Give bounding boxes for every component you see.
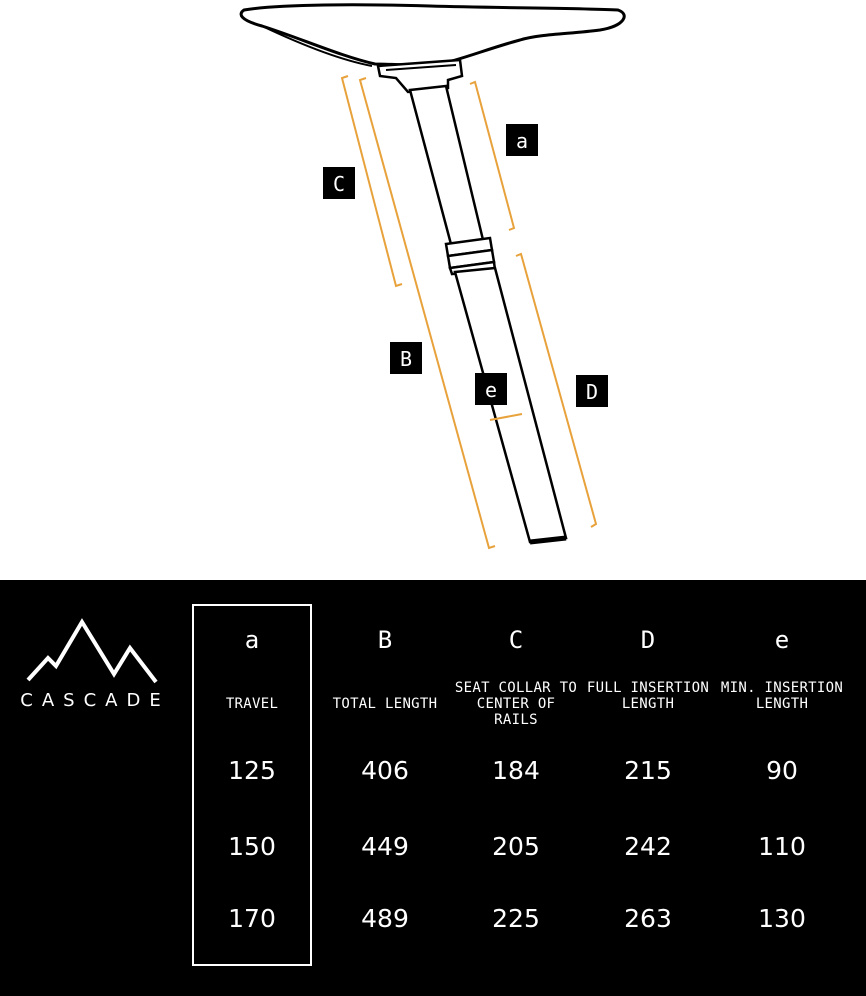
column-value: 150 <box>228 832 276 861</box>
spec-column-b <box>320 580 450 996</box>
spec-column-d <box>583 580 713 996</box>
column-value: 205 <box>492 832 540 861</box>
column-value: 130 <box>758 904 806 933</box>
column-description: TOTAL LENGTH <box>332 696 438 712</box>
column-value: 90 <box>766 756 798 785</box>
column-value: 184 <box>492 756 540 785</box>
column-letter: C <box>508 626 524 654</box>
column-letter: e <box>774 626 790 654</box>
seatpost-lower-tube <box>455 268 566 542</box>
spec-column-c <box>451 580 581 996</box>
column-value: 242 <box>624 832 672 861</box>
brand-name: CASCADE <box>20 690 170 711</box>
column-letter: a <box>244 626 260 654</box>
label-a-text: a <box>515 129 529 153</box>
label-e <box>475 373 507 405</box>
column-description: TRAVEL <box>225 696 279 712</box>
label-a <box>506 124 538 156</box>
column-value: 225 <box>492 904 540 933</box>
mountain-logo-icon <box>26 614 160 686</box>
saddle-outline <box>241 5 624 65</box>
label-b-text: B <box>399 347 413 371</box>
label-d-text: D <box>585 380 599 404</box>
label-e-text: e <box>484 378 498 402</box>
label-b <box>390 342 422 374</box>
column-description: FULL INSERTION LENGTH <box>586 680 710 712</box>
label-c <box>323 167 355 199</box>
column-value: 110 <box>758 832 806 861</box>
column-value: 489 <box>361 904 409 933</box>
column-value: 406 <box>361 756 409 785</box>
column-value: 263 <box>624 904 672 933</box>
column-value: 215 <box>624 756 672 785</box>
column-letter: B <box>377 626 393 654</box>
column-description: SEAT COLLAR TO CENTER OF RAILS <box>454 680 578 728</box>
label-c-text: C <box>332 172 346 196</box>
column-value: 449 <box>361 832 409 861</box>
seatpost-stanchion <box>410 86 484 248</box>
column-description: MIN. INSERTION LENGTH <box>720 680 844 712</box>
spec-column-e <box>717 580 847 996</box>
spec-column-a <box>187 580 317 996</box>
column-value: 170 <box>228 904 276 933</box>
column-letter: D <box>640 626 656 654</box>
column-value: 125 <box>228 756 276 785</box>
label-d <box>576 375 608 407</box>
